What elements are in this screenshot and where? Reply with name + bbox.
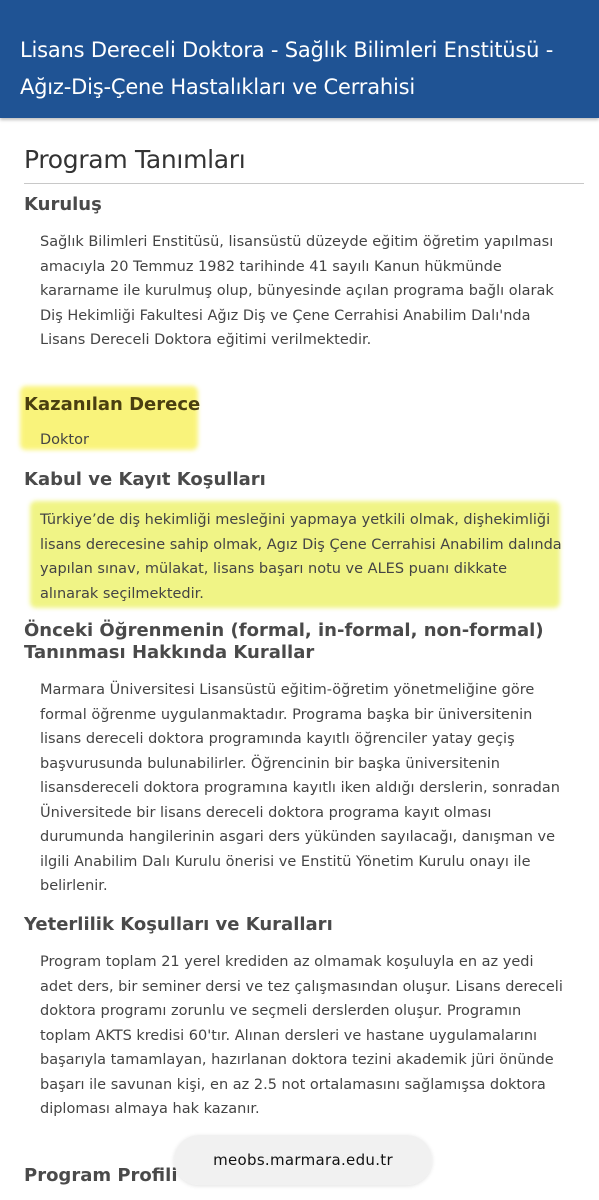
section-title-kabul-kayit: Kabul ve Kayıt Koşulları: [24, 469, 266, 490]
page-header: [0, 0, 599, 118]
section-body-yeterlilik: Program toplam 21 yerel krediden az olmamak koşuluyla en az yedi adet ders, bir seminer dersi ve tez çalışmasından oluşur. Lisans dereceli doktora programı zorunlu ve seçmeli derslerden oluşur. Programın toplam AKTS kredisi 60'tır. Alınan dersleri ve hastane uygulamalarını başarıyla tamamlayan, hazırlanan doktora tezini akademik jüri önünde başarı ile savunan kişi, en az 2.5 not ortalamasını sağlamışsa doktora diploması almaya hak kazanır.: [40, 954, 563, 1117]
section-title-kazanilan-derece: Kazanılan Derece: [24, 394, 201, 415]
heading-divider: [24, 183, 584, 184]
section-body-kazanilan-derece: Doktor: [40, 432, 89, 448]
section-body-onceki-ogrenme: Marmara Üniversitesi Lisansüstü eğitim-öğretim yönetmeliğine göre formal öğrenme uygulanmaktadır. Programa başka bir üniversitenin lisans dereceli doktora programında kayıtlı öğrenciler yatay geçiş başvurusunda bulunabilirler. Öğrencinin bir başka üniversitenin lisansdereceli doktora programına kayıtlı iken aldığı derslerin, sonradan Üniversitede bir lisans dereceli doktora programa kayıt olması durumunda hangilerinin asgari ders yükünden sayılacağı, danışman ve ilgili Anabilim Dalı Kurulu önerisi ve Enstitü Yönetim Kurulu onayı ile belirlenir.: [40, 682, 560, 894]
section-title-onceki-ogrenme: Önceki Öğrenmenin (formal, in-formal, non-formal) Tanınması Hakkında Kurallar: [24, 620, 544, 663]
section-title-kurulus: Kuruluş: [24, 194, 102, 215]
section-title-program-profili: Program Profili: [24, 1165, 178, 1186]
url-text: meobs.marmara.edu.tr: [213, 1151, 393, 1169]
program-title: Lisans Dereceli Doktora - Sağlık Bilimleri Enstitüsü - Ağız-Diş-Çene Hastalıkları ve Cerrahisi: [20, 38, 554, 99]
browser-url-bar[interactable]: [174, 1135, 432, 1185]
page-title: Program Tanımları: [24, 145, 246, 174]
section-body-kabul-kayit: Türkiye’de diş hekimliği mesleğini yapmaya yetkili olmak, dişhekimliği lisans derecesine sahip olmak, Agız Diş Çene Cerrahisi Anabilim dalında yapılan sınav, mülakat, lisans başarı notu ve ALES puanı dikkate alınarak seçilmektedir.: [40, 512, 562, 602]
section-body-kurulus: Sağlık Bilimleri Enstitüsü, lisansüstü düzeyde eğitim öğretim yapılması amacıyla 20 Temmuz 1982 tarihinde 41 sayılı Kanun hükmünde kararname ile kurulmuş olup, bünyesinde açılan programa bağlı olarak Diş Hekimliği Fakultesi Ağız Diş ve Çene Cerrahisi Anabilim Dalı'nda Lisans Dereceli Doktora eğitimi verilmektedir.: [40, 234, 554, 348]
section-title-yeterlilik: Yeterlilik Koşulları ve Kuralları: [24, 914, 333, 935]
